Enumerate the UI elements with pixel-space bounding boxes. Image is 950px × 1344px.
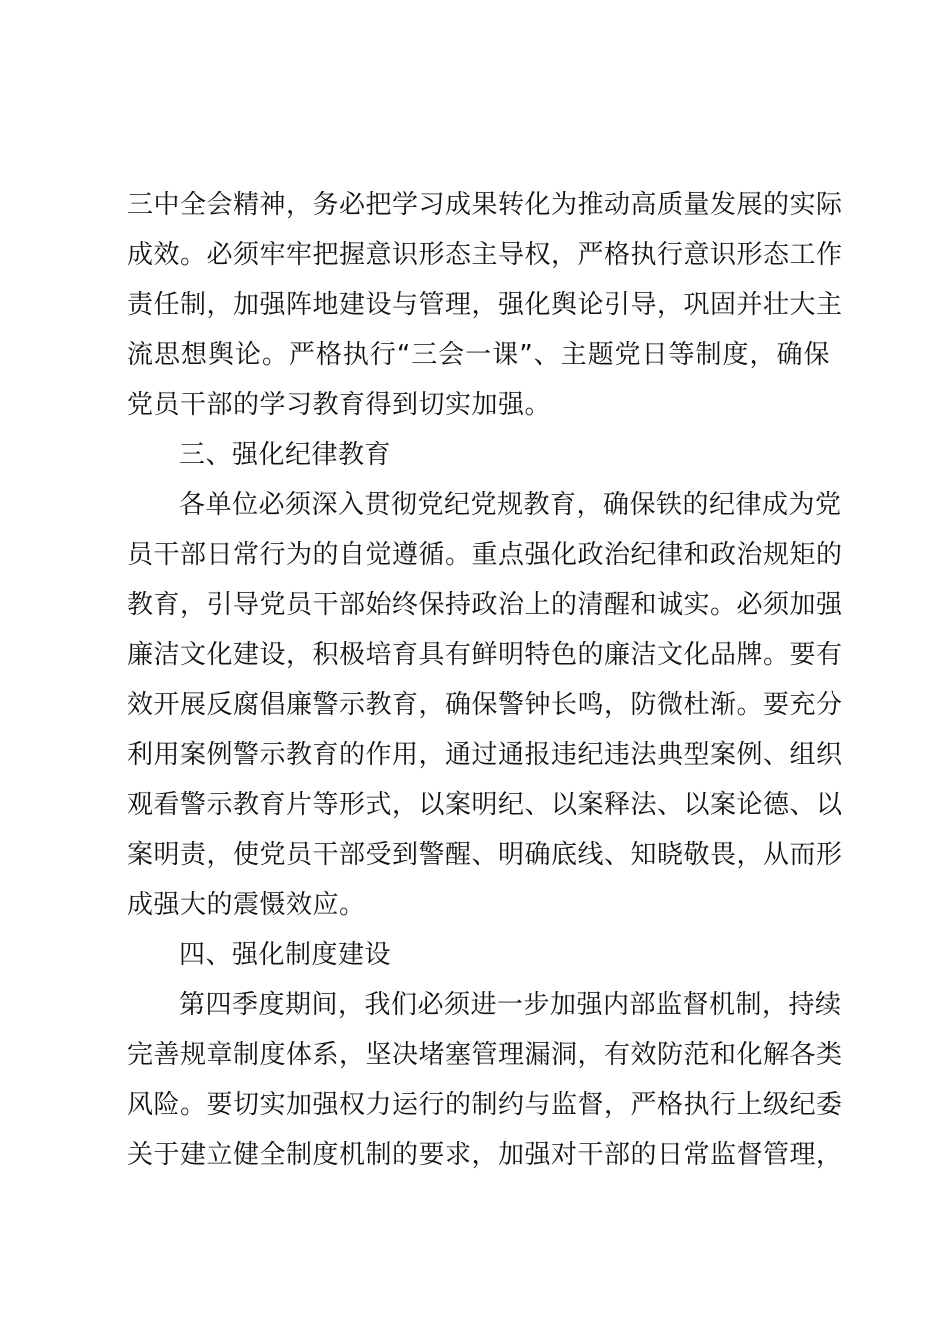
text-line: 效开展反腐倡廉警示教育，确保警钟长鸣，防微杜渐。要充分 [127,690,843,720]
section-heading: 三、强化纪律教育 [179,440,392,470]
text-line: 党员干部的学习教育得到切实加强。 [127,390,552,420]
text-line: 案明责，使党员干部受到警醒、明确底线、知晓敬畏，从而形 [127,840,843,870]
text-line: 各单位必须深入贯彻党纪党规教育，确保铁的纪律成为党 [179,490,842,520]
text-line: 责任制，加强阵地建设与管理，强化舆论引导，巩固并壮大主 [127,290,843,320]
document-body [127,180,843,1180]
section-heading: 四、强化制度建设 [179,940,392,970]
text-line: 流思想舆论。严格执行“三会一课”、主题党日等制度，确保 [127,340,830,370]
text-line: 观看警示教育片等形式，以案明纪、以案释法、以案论德、以 [127,790,843,820]
text-line: 廉洁文化建设，积极培育具有鲜明特色的廉洁文化品牌。要有 [127,640,843,670]
text-line: 成效。必须牢牢把握意识形态主导权，严格执行意识形态工作 [127,240,843,270]
text-line: 三中全会精神，务必把学习成果转化为推动高质量发展的实际 [127,190,843,220]
text-line: 教育，引导党员干部始终保持政治上的清醒和诚实。必须加强 [127,590,843,620]
text-line: 完善规章制度体系，坚决堵塞管理漏洞，有效防范和化解各类 [127,1040,843,1070]
text-line: 成强大的震慑效应。 [127,890,366,920]
text-line: 员干部日常行为的自觉遵循。重点强化政治纪律和政治规矩的 [127,540,843,570]
text-line: 风险。要切实加强权力运行的制约与监督，严格执行上级纪委 [127,1090,843,1120]
text-line: 关于建立健全制度机制的要求，加强对干部的日常监督管理， [127,1140,843,1170]
text-line: 利用案例警示教育的作用，通过通报违纪违法典型案例、组织 [127,740,843,770]
text-line: 第四季度期间，我们必须进一步加强内部监督机制，持续 [179,990,842,1020]
